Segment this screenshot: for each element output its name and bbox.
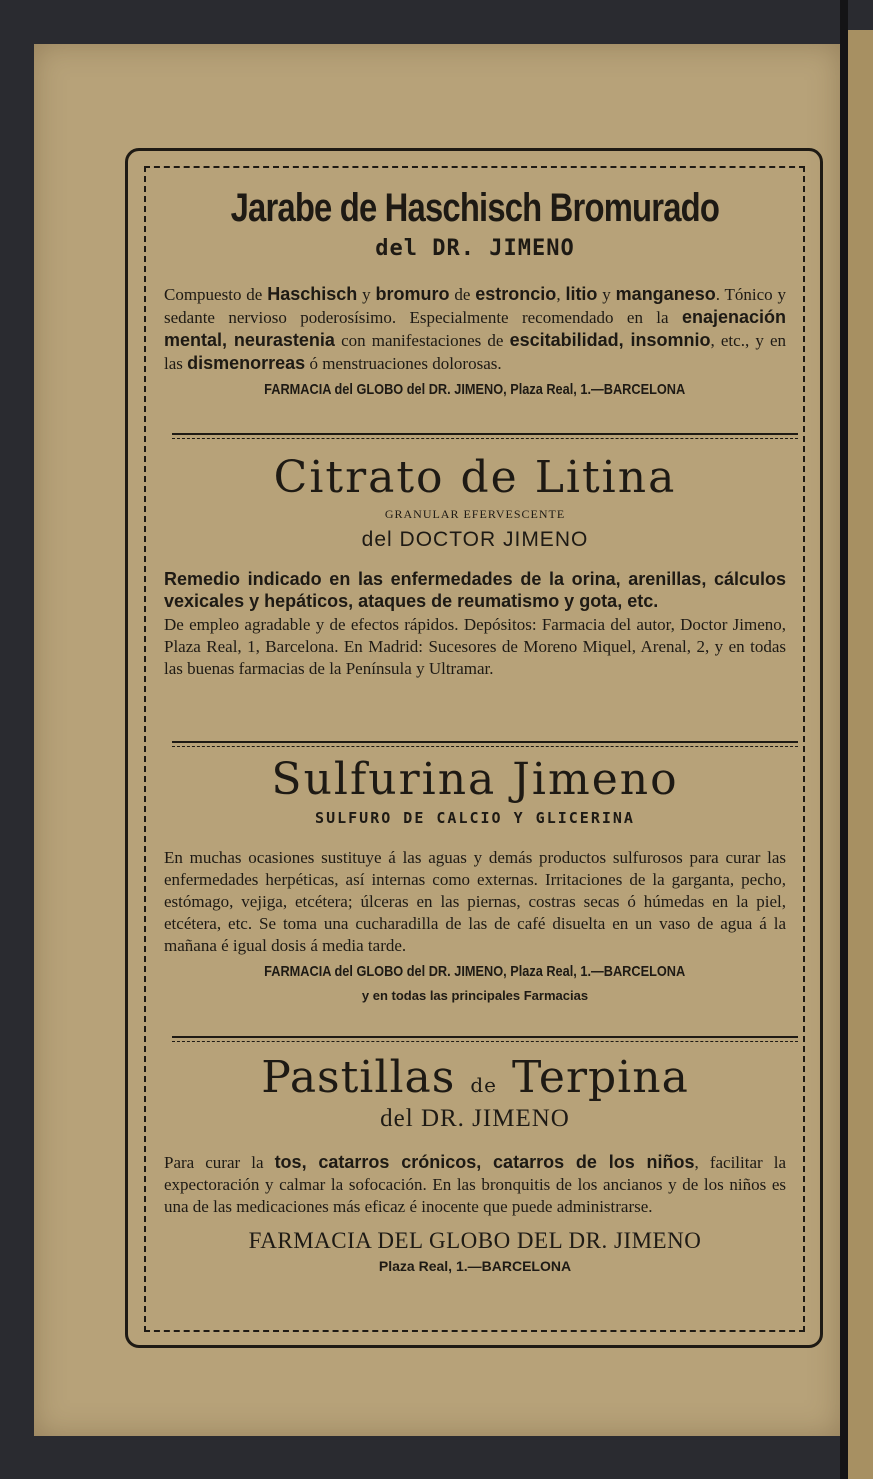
ad-jarabe-haschisch xyxy=(160,186,790,398)
ad4-body: Para curar la tos, catarros crónicos, catarros de los niños, facilitar la expectoración y calmar la sofocación. En las bronquitis de los ancianos y de los niños es una de las medicaciones más eficaz é inocente que puede administrarse. xyxy=(164,1152,787,1216)
ad3-address-secondary: y en todas las principales Farmacias xyxy=(361,988,589,1003)
adjacent-page-edge xyxy=(848,30,873,1479)
ad-citrato-litina xyxy=(160,452,790,680)
section-divider xyxy=(172,741,798,747)
section-divider xyxy=(172,1036,798,1042)
ad3-subtitle: SULFURO DE CALCIO Y GLICERINA xyxy=(315,809,635,827)
ad1-address: FARMACIA del GLOBO del DR. JIMENO, Plaza Real, 1.—BARCELONA xyxy=(264,381,686,398)
ad2-title: Citrato de Litina xyxy=(273,452,677,503)
ad-pastillas-terpina xyxy=(160,1052,790,1274)
book-spine xyxy=(840,0,848,1479)
ad4-pharmacy: FARMACIA DEL GLOBO DEL DR. JIMENO xyxy=(248,1228,702,1253)
ad3-body: En muchas ocasiones sustituye á las aguas y demás productos sulfurosos para curar las enfermedades herpéticas, así internas como externas. Irritaciones de la garganta, pecho, estómago, vejiga, etcétera; úlceras en las piernas, costras secas ó húmedas en la piel, etcétera, etc. Se toma una cucharadilla de las de café disuelta en un vaso de agua á la mañana é igual dosis á media tarde. xyxy=(164,848,786,955)
ad2-subtitle-granular: GRANULAR EFERVESCENTE xyxy=(384,507,566,521)
section-divider xyxy=(172,433,798,439)
ad2-body: De empleo agradable y de efectos rápidos. Depósitos: Farmacia del autor, Doctor Jimeno, Plaza Real, 1, Barcelona. En Madrid: Sucesores de Moreno Miquel, Arenal, 2, y en todas las buenas farmacias de la Península y Ultramar. xyxy=(164,615,786,678)
ad1-body: Compuesto de Haschisch y bromuro de estroncio, litio y manganeso. Tónico y sedante nervioso poderosísimo. Especialmente recomendado en la enajenación mental, neurastenia con manifestaciones de escitabilidad, insomnio, etc., y en las dismenorreas ó menstruaciones dolorosas. xyxy=(164,284,787,373)
ad-sulfurina-jimeno xyxy=(160,754,790,1003)
ad1-title: Jarabe de Haschisch Bromurado xyxy=(230,186,720,230)
ad4-address: Plaza Real, 1.—BARCELONA xyxy=(378,1258,572,1274)
ad3-address: FARMACIA del GLOBO del DR. JIMENO, Plaza Real, 1.—BARCELONA xyxy=(264,963,686,980)
ad1-subtitle: del DR. JIMENO xyxy=(375,236,575,261)
ad2-body-bold: Remedio indicado en las enfermedades de la orina, arenillas, cálculos vexicales y hepáticos, ataques de reumatismo y gota, etc. xyxy=(164,569,786,611)
ad2-subtitle-doctor: del DOCTOR JIMENO xyxy=(361,528,589,551)
ad4-title: Pastillas de Terpina xyxy=(261,1052,689,1103)
ad4-subtitle: del DR. JIMENO xyxy=(380,1105,570,1132)
ad3-title: Sulfurina Jimeno xyxy=(271,754,679,805)
